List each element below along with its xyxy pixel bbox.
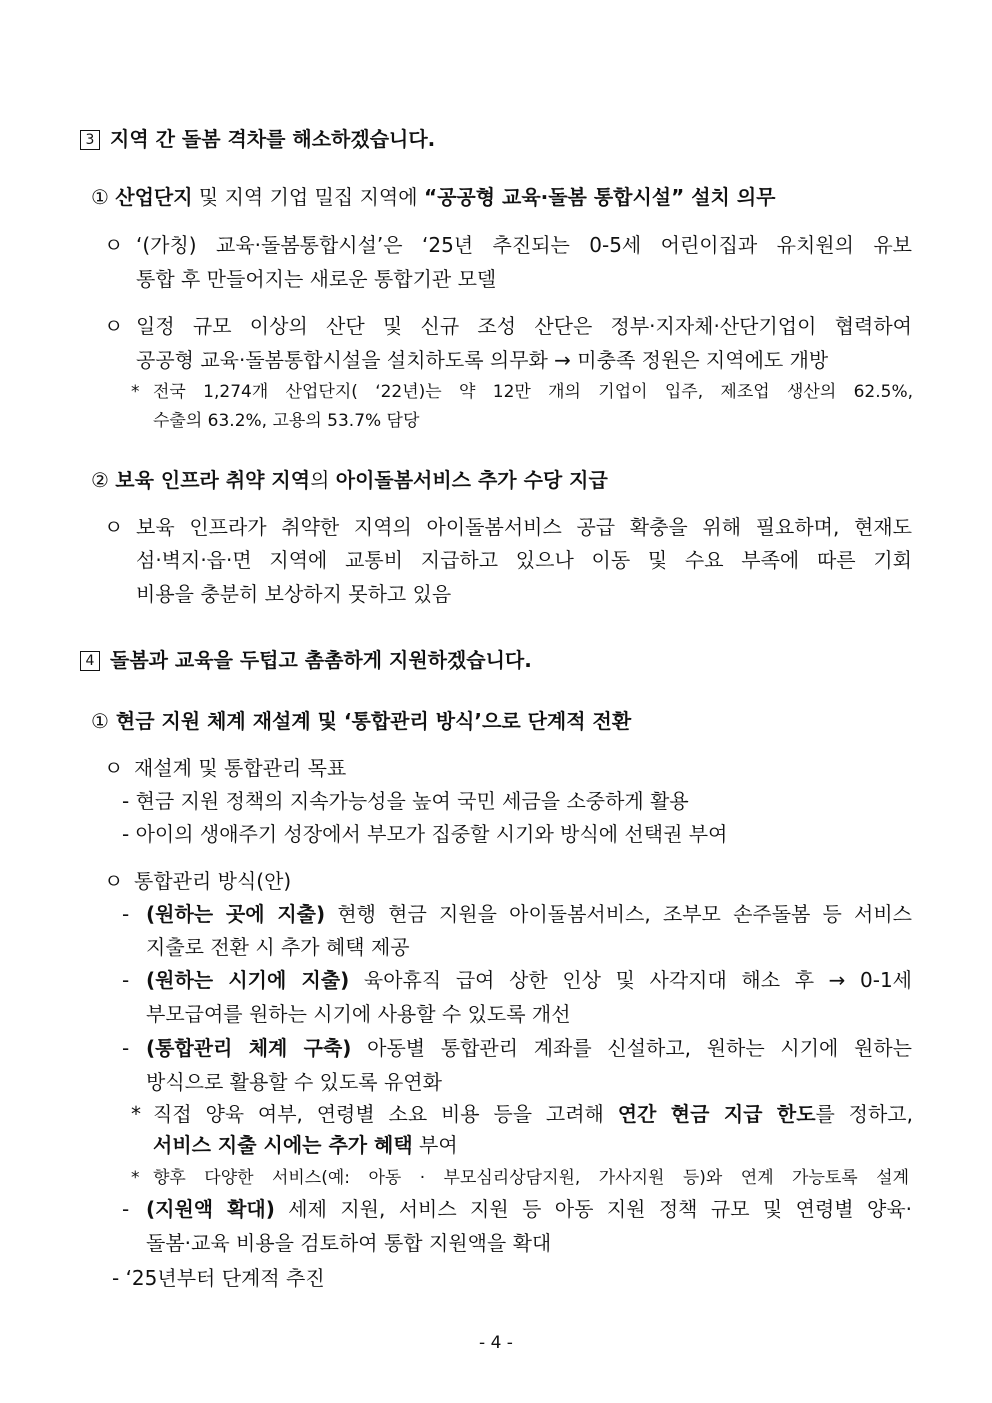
bullet-mark: ㅇ xyxy=(104,869,124,893)
dash-text: 현행 현금 지원을 아이돌봄서비스, 조부모 손주돌봄 등 서비스 xyxy=(325,902,913,926)
note-line: 향후 다양한 서비스(예: 아동 · 부모심리상담지원, 가사지원 등)와 연계 가능토록 설계 xyxy=(153,1168,909,1188)
item-mark: ① xyxy=(91,185,109,209)
dash-line xyxy=(146,900,912,928)
dash-line xyxy=(146,1195,912,1223)
paragraph-line: 공공형 교육·돌봄통합시설을 설치하도록 의무화 → 미충족 정원은 지역에도 개방 xyxy=(136,348,829,372)
item-mark: ② xyxy=(91,468,109,492)
dash-bold-label: (원하는 시기에 지출) xyxy=(146,968,350,992)
page-number: - 4 - xyxy=(479,1333,513,1353)
item-bold-text: “공공형 교육·돌봄 통합시설” 설치 의무 xyxy=(423,185,776,209)
dash-bold-label: (지원액 확대) xyxy=(146,1197,275,1221)
paragraph-line: 통합 후 만들어지는 새로운 통합기관 모델 xyxy=(136,267,497,291)
bullet-label: 재설계 및 통합관리 목표 xyxy=(134,756,347,780)
section-3-heading xyxy=(80,125,435,153)
dash-line xyxy=(146,1034,912,1062)
note-line xyxy=(153,1131,458,1159)
item-heading xyxy=(91,707,631,735)
dash-line-cont: 돌봄·교육 비용을 검토하여 통합 지원액을 확대 xyxy=(146,1231,552,1255)
note-text: 를 정하고, xyxy=(815,1102,913,1126)
paragraph-line: 일정 규모 이상의 산단 및 신규 조성 산단은 정부·지자체·산단기업이 협력하여 xyxy=(136,314,912,338)
section-4-heading xyxy=(80,646,532,674)
paragraph-line: 비용을 충분히 보상하지 못하고 있음 xyxy=(136,582,452,606)
paragraph-line: 보육 인프라가 취약한 지역의 아이돌봄서비스 공급 확충을 위해 필요하며, 현재도 xyxy=(136,515,912,539)
item-bold-text: 보육 인프라 취약 지역 xyxy=(115,468,311,492)
item-title: 현금 지원 체계 재설계 및 ‘통합관리 방식’으로 단계적 전환 xyxy=(115,709,632,733)
note-text: 부여 xyxy=(412,1133,458,1157)
dash-bold-label: (원하는 곳에 지출) xyxy=(146,902,326,926)
dash-text: 세제 지원, 서비스 지원 등 아동 지원 정책 규모 및 연령별 양육· xyxy=(274,1197,912,1221)
note-line: 수출의 63.2%, 고용의 53.7% 담당 xyxy=(153,411,420,431)
bullet-mark: ㅇ xyxy=(104,515,124,539)
note-line xyxy=(153,1100,913,1128)
bullet-mark: ㅇ xyxy=(104,314,124,338)
dash-line-cont: 부모급여를 원하는 시기에 사용할 수 있도록 개선 xyxy=(146,1002,571,1026)
note-mark: * xyxy=(131,1102,141,1126)
dash-line xyxy=(146,966,912,994)
dash-text: 육아휴직 급여 상한 인상 및 사각지대 해소 후 → 0-1세 xyxy=(349,968,912,992)
dash-text: 아동별 통합관리 계좌를 신설하고, 원하는 시기에 원하는 xyxy=(351,1036,912,1060)
item-bold-text: 산업단지 xyxy=(115,185,193,209)
section-number-box: 4 xyxy=(80,651,100,671)
paragraph-line: ‘(가칭) 교육·돌봄통합시설’은 ‘25년 추진되는 0-5세 어린이집과 유치원의 유보 xyxy=(136,233,912,257)
item-heading xyxy=(91,466,608,494)
item-mark: ① xyxy=(91,709,109,733)
note-bold-text: 연간 현금 지급 한도 xyxy=(617,1102,816,1126)
bullet-mark: ㅇ xyxy=(104,233,124,257)
note-bold-text: 서비스 지출 시에는 추가 혜택 xyxy=(153,1133,413,1157)
dash-line: - 현금 지원 정책의 지속가능성을 높여 국민 세금을 소중하게 활용 xyxy=(122,789,689,813)
item-heading xyxy=(91,183,775,211)
section-number-box: 3 xyxy=(80,130,100,150)
bullet-label: 통합관리 방식(안) xyxy=(134,869,292,893)
schedule-line: - ‘25년부터 단계적 추진 xyxy=(112,1266,325,1290)
note-mark: * xyxy=(131,1168,140,1188)
bullet-mark: ㅇ xyxy=(104,756,124,780)
item-text: 및 지역 기업 밀집 지역에 xyxy=(192,185,424,209)
note-line: 전국 1,274개 산업단지( ‘22년)는 약 12만 개의 기업이 입주, 제조업 생산의 62.5%, xyxy=(153,382,913,402)
dash-mark: - xyxy=(122,1036,130,1060)
dash-mark: - xyxy=(122,968,130,992)
section-title: 지역 간 돌봄 격차를 해소하겠습니다. xyxy=(110,127,436,151)
dash-line: - 아이의 생애주기 성장에서 부모가 집중할 시기와 방식에 선택권 부여 xyxy=(122,822,728,846)
item-bold-text: 아이돌봄서비스 추가 수당 지급 xyxy=(335,468,608,492)
item-text: 의 xyxy=(310,468,336,492)
note-mark: * xyxy=(131,382,140,402)
dash-mark: - xyxy=(122,902,130,926)
dash-line-cont: 방식으로 활용할 수 있도록 유연화 xyxy=(146,1070,442,1094)
note-text: 직접 양육 여부, 연령별 소요 비용 등을 고려해 xyxy=(153,1102,618,1126)
section-title: 돌봄과 교육을 두텁고 촘촘하게 지원하겠습니다. xyxy=(110,648,532,672)
dash-line-cont: 지출로 전환 시 추가 혜택 제공 xyxy=(146,935,410,959)
dash-mark: - xyxy=(122,1197,130,1221)
paragraph-line: 섬·벽지·읍·면 지역에 교통비 지급하고 있으나 이동 및 수요 부족에 따른 기회 xyxy=(136,548,912,572)
dash-bold-label: (통합관리 체계 구축) xyxy=(146,1036,352,1060)
